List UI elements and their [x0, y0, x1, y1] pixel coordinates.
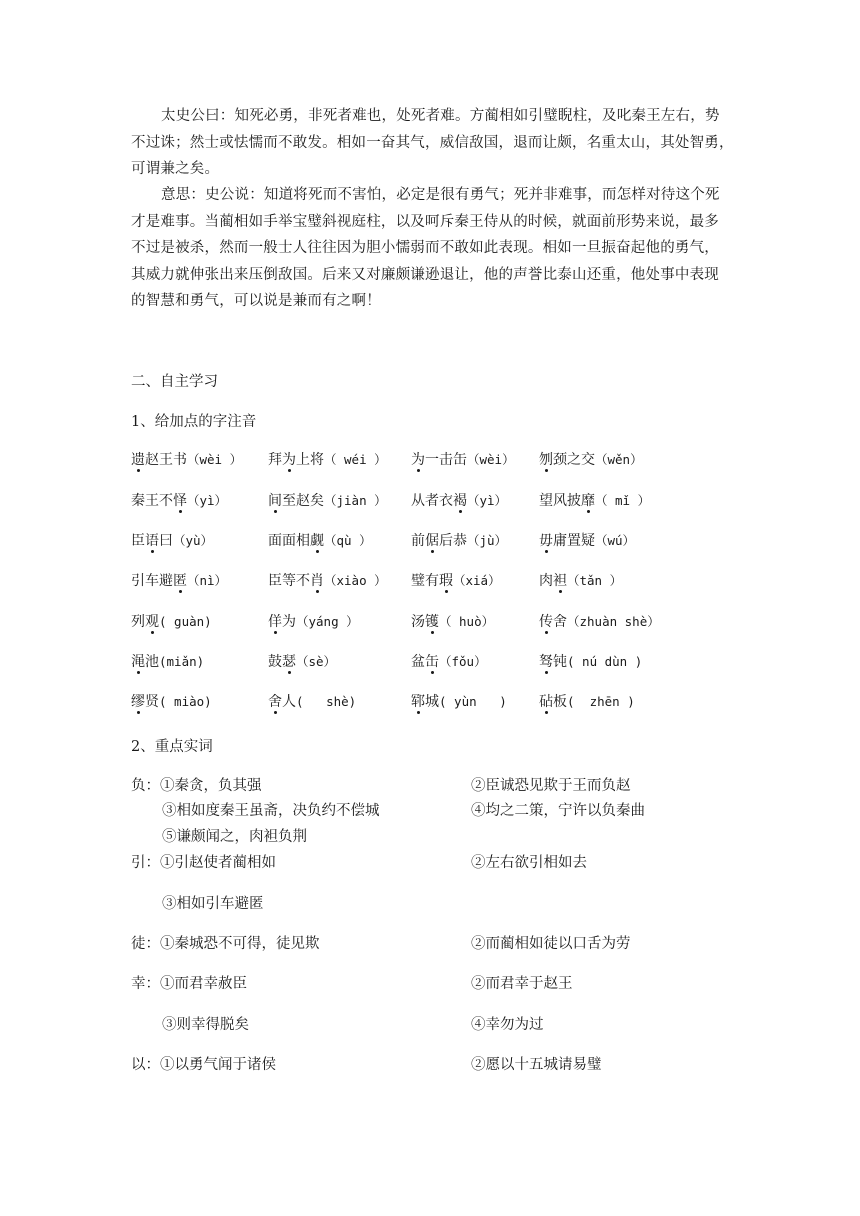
pronunciation-item	[268, 490, 387, 510]
translation-paragraph	[131, 182, 731, 315]
vocabulary-row	[131, 851, 731, 873]
pronunciation-item	[268, 691, 356, 711]
pinyin: （zhuàn shè）	[567, 614, 660, 629]
vocabulary-example-right: ②而君幸于赵王	[471, 976, 573, 992]
pronunciation-item	[131, 449, 242, 469]
word-part: 上将	[296, 452, 324, 468]
dotted-character: 舍	[268, 694, 282, 710]
vocabulary-example-right: ④幸勿为过	[471, 1017, 544, 1033]
pronunciation-item	[411, 449, 515, 469]
pronunciation-item	[411, 651, 487, 671]
pinyin: ( guàn)	[159, 614, 212, 629]
pinyin: （nì）	[187, 573, 228, 588]
word-part: 前	[411, 533, 425, 549]
vocabulary-row	[131, 1013, 731, 1035]
pinyin: ( nú dùn )	[567, 654, 643, 669]
pinyin: （yì）	[467, 493, 508, 508]
pinyin: （wěn）	[595, 452, 643, 467]
dotted-character: 为	[411, 452, 425, 468]
word-part: 曰	[159, 533, 173, 549]
dotted-character: 传	[539, 614, 553, 630]
dotted-character: 褐	[453, 493, 467, 509]
pinyin: （yù）	[173, 533, 214, 548]
word-part: 舍	[553, 614, 567, 630]
vocabulary-row	[131, 932, 731, 954]
pinyin: （xiá）	[453, 573, 501, 588]
word-part: 盆	[411, 654, 425, 670]
word-part: 面面相	[268, 533, 310, 549]
pinyin: （qù ）	[324, 533, 372, 548]
word-part: 城	[425, 694, 439, 710]
word-part: 钝	[553, 654, 567, 670]
dotted-character: 镬	[425, 614, 439, 630]
dotted-character: 缶	[425, 654, 439, 670]
vocabulary-example-right: ②而蔺相如徒以口舌为劳	[471, 936, 631, 952]
pinyin: （ huò）	[439, 614, 495, 629]
word-part: 池	[145, 654, 159, 670]
pronunciation-item	[131, 611, 212, 631]
pronunciation-item	[131, 651, 204, 671]
pinyin: （xiào ）	[324, 573, 387, 588]
pinyin: ( shè)	[296, 694, 357, 709]
pronunciation-item	[539, 530, 635, 550]
vocabulary-row	[131, 825, 731, 847]
vocabulary-row	[131, 774, 731, 796]
dotted-character: 间	[268, 493, 282, 509]
translation-line: 才是难事。当蔺相如手举宝璧斜视庭柱，以及呵斥秦王侍从的时候，就面前形势来说，最多	[131, 213, 719, 230]
dotted-character: 瑕	[439, 573, 453, 589]
dotted-character: 渑	[131, 654, 145, 670]
vocabulary-example-right: ④均之二策，宁许以负秦曲	[471, 803, 645, 819]
word-part: 拜	[268, 452, 282, 468]
pinyin: （wèi ）	[187, 452, 243, 467]
vocabulary-example-left: 徒：①秦城恐不可得，徒见欺	[131, 936, 320, 952]
dotted-character: 砧	[539, 694, 553, 710]
pronunciation-item	[411, 611, 494, 631]
word-part: 秦王不	[131, 493, 173, 509]
word-part: 至赵矣	[282, 493, 324, 509]
pronunciation-item	[411, 530, 507, 550]
pinyin: (miǎn)	[159, 654, 205, 669]
dotted-character: 郓	[411, 694, 425, 710]
pinyin: ( yùn )	[439, 694, 507, 709]
pinyin: ( zhēn )	[567, 694, 635, 709]
vocabulary-example-left: ③相如度秦王虽斋，决负约不偿城	[162, 803, 380, 819]
dotted-character: 肖	[310, 573, 324, 589]
vocabulary-row	[131, 1053, 731, 1075]
vocabulary-example-left: 以：①以勇气闻于诸侯	[131, 1057, 276, 1073]
word-part: 臣等不	[268, 573, 310, 589]
word-part: 臣	[131, 533, 145, 549]
pronunciation-item	[268, 449, 387, 469]
pinyin: （wèi）	[467, 452, 515, 467]
word-part: 汤	[411, 614, 425, 630]
pinyin: ( miào)	[159, 694, 212, 709]
pinyin: （jù）	[467, 533, 508, 548]
word-part: 板	[553, 694, 567, 710]
dotted-character: 毋	[539, 533, 553, 549]
word-part: 庸置疑	[553, 533, 595, 549]
dotted-character: 匿	[173, 573, 187, 589]
translation-line: 其威力就伸张出来压倒敌国。后来又对廉颇谦逊退让，他的声誉比泰山还重，他处事中表现	[131, 266, 719, 283]
vocabulary-example-left: 负：①秦贪，负其强	[131, 778, 262, 794]
dotted-character: 佯	[268, 614, 282, 630]
pronunciation-item	[268, 570, 387, 590]
translation-line: 意思：史公说：知道将死而不害怕，必定是很有勇气；死并非难事，而怎样对待这个死	[161, 187, 720, 203]
pronunciation-item	[131, 490, 227, 510]
word-part: 一击缶	[425, 452, 467, 468]
word-part: 赵王书	[145, 452, 187, 468]
word-part: 望风披	[539, 493, 581, 509]
vocabulary-example-left: 引：①引赵使者蔺相如	[131, 855, 276, 871]
dotted-character: 觑	[310, 533, 324, 549]
pronunciation-item	[131, 691, 212, 711]
dotted-character: 为	[282, 452, 296, 468]
section-title: 二、自主学习	[131, 374, 218, 390]
pronunciation-item	[411, 490, 507, 510]
dotted-character: 缪	[131, 694, 145, 710]
vocabulary-example-left: 幸：①而君幸赦臣	[131, 976, 247, 992]
pronunciation-title: 1、给加点的字注音	[131, 414, 257, 430]
passage-line: 不过诛；然士或怯懦而不敢发。相如一奋其气，威信敌国，退而让颇，名重太山，其处智勇，	[131, 134, 734, 151]
pinyin: （ wéi ）	[324, 452, 387, 467]
dotted-character: 靡	[581, 493, 595, 509]
dotted-character: 语	[145, 533, 159, 549]
dotted-character: 倨	[425, 533, 439, 549]
word-part: 为	[282, 614, 296, 630]
word-part: 贤	[145, 694, 159, 710]
vocabulary-row	[131, 972, 731, 994]
passage-line: 太史公曰：知死必勇，非死者难也，处死者难。方蔺相如引璧睨柱，及叱秦王左右，势	[161, 108, 720, 124]
dotted-character: 观	[145, 614, 159, 630]
dotted-character: 驽	[539, 654, 553, 670]
pinyin: （jiàn ）	[324, 493, 387, 508]
vocabulary-title: 2、重点实词	[131, 739, 213, 755]
pronunciation-item	[268, 530, 372, 550]
vocabulary-example-right: ②臣诚恐见欺于王而负赵	[471, 778, 631, 794]
vocabulary-example-left: ⑤谦颇闻之，肉袒负荆	[162, 829, 307, 845]
pronunciation-item	[131, 530, 213, 550]
vocabulary-example-right: ②愿以十五城请易璧	[471, 1057, 602, 1073]
pronunciation-item	[539, 570, 622, 590]
translation-line: 不过是被杀，然而一般士人往往因为胆小懦弱而不敢如此表现。相如一旦振奋起他的勇气，	[131, 240, 719, 256]
word-part: 肉	[539, 573, 553, 589]
pronunciation-item	[131, 570, 227, 590]
dotted-character: 遗	[131, 452, 145, 468]
pronunciation-item	[539, 691, 635, 711]
word-part: 璧有	[411, 573, 439, 589]
vocabulary-example-left: ③相如引车避匿	[162, 896, 264, 912]
pronunciation-item	[539, 611, 660, 631]
pronunciation-item	[411, 570, 501, 590]
pinyin: （wú）	[595, 533, 636, 548]
classical-passage	[131, 103, 734, 183]
pronunciation-item	[268, 651, 336, 671]
dotted-character: 袒	[553, 573, 567, 589]
vocabulary-row	[131, 799, 731, 821]
dotted-character: 怿	[173, 493, 187, 509]
pronunciation-item	[411, 691, 507, 711]
pinyin: （sè）	[296, 654, 337, 669]
pronunciation-item	[539, 651, 642, 671]
dotted-character: 瑟	[282, 654, 296, 670]
word-part: 后恭	[439, 533, 467, 549]
word-part: 人	[282, 694, 296, 710]
pinyin: （tǎn ）	[567, 573, 623, 588]
pronunciation-item	[268, 611, 359, 631]
pronunciation-item	[539, 490, 650, 510]
vocabulary-example-right: ②左右欲引相如去	[471, 855, 587, 871]
pinyin: （yáng ）	[296, 614, 359, 629]
word-part: 列	[131, 614, 145, 630]
vocabulary-row	[131, 892, 731, 914]
pinyin: （yì）	[187, 493, 228, 508]
word-part: 引车避	[131, 573, 173, 589]
word-part: 鼓	[268, 654, 282, 670]
pinyin: （ mǐ ）	[595, 493, 651, 508]
translation-line: 的智慧和勇气，可以说是兼而有之啊！	[131, 293, 381, 309]
word-part: 从者衣	[411, 493, 453, 509]
dotted-character: 刎	[539, 452, 553, 468]
pronunciation-item	[539, 449, 643, 469]
pinyin: （fǒu）	[439, 654, 487, 669]
word-part: 颈之交	[553, 452, 595, 468]
vocabulary-example-left: ③则幸得脱矣	[162, 1017, 249, 1033]
passage-line: 可谓兼之矣。	[131, 161, 220, 177]
